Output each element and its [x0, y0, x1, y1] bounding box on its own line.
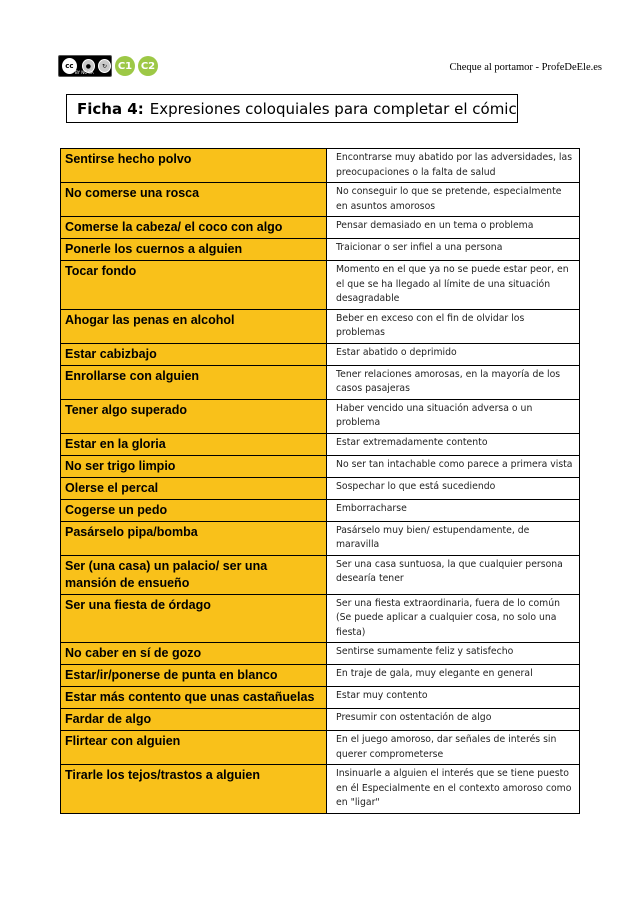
- table-row: [61, 687, 580, 709]
- definition-cell: Estar abatido o deprimido: [327, 343, 580, 365]
- table-row: [61, 555, 580, 594]
- definition-cell: Ser una casa suntuosa, la que cualquier persona desearía tener: [327, 555, 580, 594]
- expression-cell: Estar más contento que unas castañuelas: [61, 687, 327, 709]
- definition-cell: Estar muy contento: [327, 687, 580, 709]
- level-c2-badge: C2: [138, 56, 158, 76]
- expression-cell: Tocar fondo: [61, 261, 327, 310]
- table-row: [61, 309, 580, 343]
- expression-cell: Estar/ir/ponerse de punta en blanco: [61, 665, 327, 687]
- definition-cell: Presumir con ostentación de algo: [327, 709, 580, 731]
- table-row: [61, 455, 580, 477]
- table-row: [61, 239, 580, 261]
- table-row: [61, 433, 580, 455]
- level-c1-badge: C1: [115, 56, 135, 76]
- table-row: [61, 365, 580, 399]
- definition-cell: Traicionar o ser infiel a una persona: [327, 239, 580, 261]
- table-row: [61, 149, 580, 183]
- expressions-table: [60, 148, 580, 814]
- table-row: [61, 709, 580, 731]
- definition-cell: Tener relaciones amorosas, en la mayoría de los casos pasajeras: [327, 365, 580, 399]
- header-badges: [58, 55, 158, 77]
- definition-cell: En el juego amoroso, dar señales de interés sin querer comprometerse: [327, 731, 580, 765]
- definition-cell: No conseguir lo que se pretende, especialmente en asuntos amorosos: [327, 183, 580, 217]
- table-row: [61, 183, 580, 217]
- table-row: [61, 477, 580, 499]
- definition-cell: Beber en exceso con el fin de olvidar los problemas: [327, 309, 580, 343]
- table-row: [61, 765, 580, 814]
- expression-cell: Pasárselo pipa/bomba: [61, 521, 327, 555]
- definition-cell: Insinuarle a alguien el interés que se tiene puesto en él Especialmente en el contexto amoroso como en "ligar": [327, 765, 580, 814]
- expression-cell: Tener algo superado: [61, 399, 327, 433]
- definition-cell: Encontrarse muy abatido por las adversidades, las preocupaciones o la falta de salud: [327, 149, 580, 183]
- expression-cell: Cogerse un pedo: [61, 499, 327, 521]
- nc-sa-icon: ↻: [98, 59, 111, 73]
- definition-cell: Pensar demasiado en un tema o problema: [327, 217, 580, 239]
- definition-cell: Ser una fiesta extraordinaria, fuera de lo común (Se puede aplicar a cualquier cosa, no solo una fiesta): [327, 594, 580, 643]
- table-row: [61, 594, 580, 643]
- expression-cell: Estar cabizbajo: [61, 343, 327, 365]
- table-row: [61, 665, 580, 687]
- table-row: [61, 731, 580, 765]
- definition-cell: En traje de gala, muy elegante en general: [327, 665, 580, 687]
- definition-cell: Sospechar lo que está sucediendo: [327, 477, 580, 499]
- expression-cell: Estar en la gloria: [61, 433, 327, 455]
- expression-cell: Ahogar las penas en alcohol: [61, 309, 327, 343]
- cc-icon: cc: [62, 58, 77, 74]
- page-title: [66, 94, 518, 123]
- definition-cell: Haber vencido una situación adversa o un problema: [327, 399, 580, 433]
- expression-cell: Tirarle los tejos/trastos a alguien: [61, 765, 327, 814]
- table-row: [61, 399, 580, 433]
- title-text: Expresiones coloquiales para completar el cómic: [149, 99, 517, 118]
- expression-cell: Ponerle los cuernos a alguien: [61, 239, 327, 261]
- table-row: [61, 643, 580, 665]
- definition-cell: Momento en el que ya no se puede estar peor, en el que se ha llegado al límite de una situación desagradable: [327, 261, 580, 310]
- expression-cell: Flirtear con alguien: [61, 731, 327, 765]
- expression-cell: Ser (una casa) un palacio/ ser una mansión de ensueño: [61, 555, 327, 594]
- expression-cell: Olerse el percal: [61, 477, 327, 499]
- definition-cell: Pasárselo muy bien/ estupendamente, de maravilla: [327, 521, 580, 555]
- expression-cell: No comerse una rosca: [61, 183, 327, 217]
- expression-cell: Enrollarse con alguien: [61, 365, 327, 399]
- expression-cell: No caber en sí de gozo: [61, 643, 327, 665]
- definition-cell: Emborracharse: [327, 499, 580, 521]
- expression-cell: No ser trigo limpio: [61, 455, 327, 477]
- creative-commons-badge: [58, 55, 112, 77]
- table-row: [61, 217, 580, 239]
- definition-cell: Sentirse sumamente feliz y satisfecho: [327, 643, 580, 665]
- cc-subtext: BY NC SA: [75, 70, 94, 75]
- expression-cell: Sentirse hecho polvo: [61, 149, 327, 183]
- title-number: Ficha 4:: [77, 99, 144, 118]
- table-row: [61, 521, 580, 555]
- source-text: Cheque al portamor - ProfeDeEle.es: [449, 62, 602, 73]
- expression-cell: Fardar de algo: [61, 709, 327, 731]
- table-row: [61, 343, 580, 365]
- definition-cell: Estar extremadamente contento: [327, 433, 580, 455]
- by-icon: ●: [82, 59, 95, 73]
- definition-cell: No ser tan intachable como parece a primera vista: [327, 455, 580, 477]
- expression-cell: Ser una fiesta de órdago: [61, 594, 327, 643]
- expression-cell: Comerse la cabeza/ el coco con algo: [61, 217, 327, 239]
- table-row: [61, 261, 580, 310]
- table-row: [61, 499, 580, 521]
